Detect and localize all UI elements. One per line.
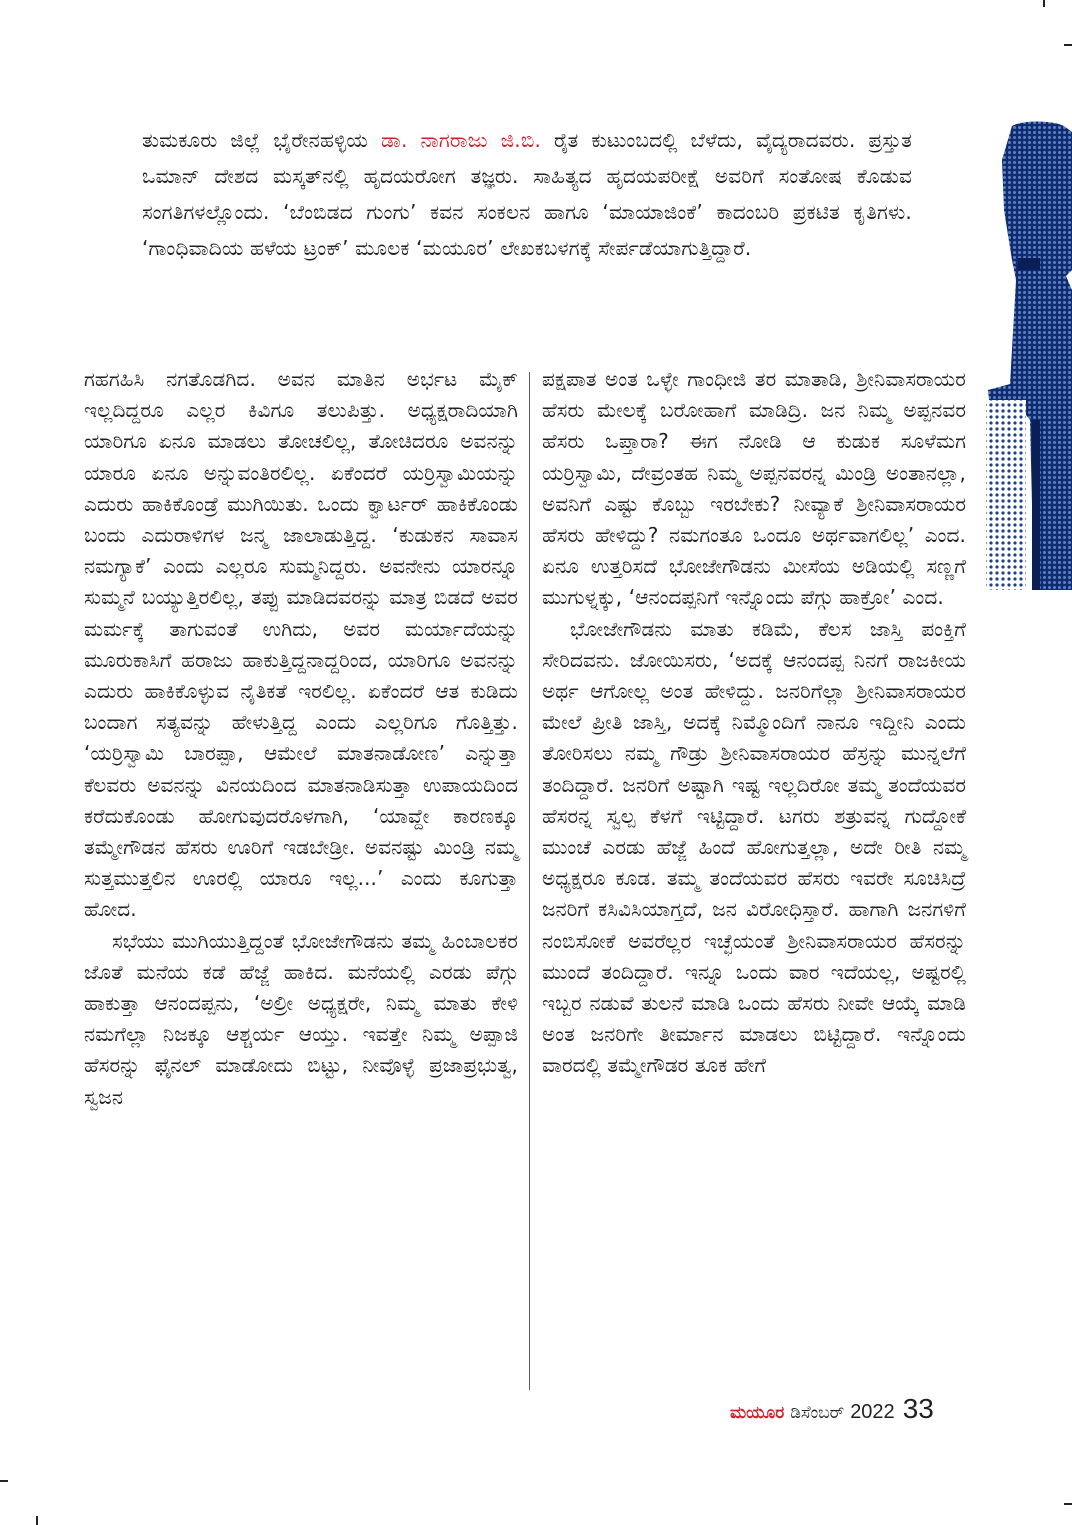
bio-lead: ತುಮಕೂರು ಜಿಲ್ಲೆ ಭೈರೇನಹಳ್ಳಿಯ (142, 128, 369, 152)
crop-mark-top-right (1043, 0, 1045, 7)
column-divider (529, 372, 530, 1390)
paragraph: ಸಭೆಯು ಮುಗಿಯುತ್ತಿದ್ದಂತೆ ಭೋಜೇಗೌಡನು ತಮ್ಮ ಹಿಂಬಾಲಕರ ಜೊತೆ ಮನೆಯ ಕಡೆ ಹೆಜ್ಜೆ ಹಾಕಿದ. ಮನೆಯಲ್ಲಿ ಎರಡು ಪೆಗ್ಗು ಹಾಕುತ್ತಾ ಆನಂದಪ್ಪನು, ‘ಅಲ್ರೀ ಅಧ್ಯಕ್ಷರೇ, ನಿಮ್ಮ ಮಾತು ಕೇಳಿ ನಮಗೆಲ್ಲಾ ನಿಜಕ್ಕೂ ಆಶ್ಚರ್ಯ ಆಯ್ತು. ಇವತ್ತೇ ನಿಮ್ಮ ಅಪ್ಪಾಜಿ ಹೆಸರನ್ನು ಫೈನಲ್ ಮಾಡೋದು ಬಿಟ್ಟು, ನೀವೊಳ್ಳೆ ಪ್ರಜಾಪ್ರಭುತ್ವ, ಸ್ವಜನ (84, 928, 518, 1109)
crop-mark-left-bottom (0, 1480, 8, 1482)
article-column-left (84, 364, 518, 1113)
author-name: ಡಾ. ನಾಗರಾಜು ಜಿ.ಬಿ. (380, 128, 542, 152)
author-bio (142, 122, 912, 266)
issue-year: 2022 (850, 1401, 895, 1423)
page-footer (730, 1393, 970, 1425)
crop-mark-right-bottom (1064, 1503, 1072, 1505)
page-number: 33 (902, 1393, 934, 1424)
crop-mark-bottom-left (36, 1516, 38, 1525)
article-column-right (542, 364, 966, 1082)
paragraph: ಗಹಗಹಿಸಿ ನಗತೊಡಗಿದ. ಅವನ ಮಾತಿನ ಅರ್ಭಟ ಮೈಕ್ ಇಲ್ಲದಿದ್ದರೂ ಎಲ್ಲರ ಕಿವಿಗೂ ತಲುಪಿತ್ತು. ಅಧ್ಯಕ್ಷರಾದಿಯಾಗಿ ಯಾರಿಗೂ ಏನೂ ಮಾಡಲು ತೋಚಲಿಲ್ಲ, ತೋಚಿದರೂ ಅವನನ್ನು ಯಾರೂ ಏನೂ ಅನ್ನುವಂತಿರಲಿಲ್ಲ. ಏಕೆಂದರೆ ಯರ್‍ರಿಸ್ವಾಮಿಯನ್ನು ಎದುರು ಹಾಕಿಕೊಂಡ್ರೆ ಮುಗಿಯಿತು. ಒಂದು ಕ್ವಾರ್ಟರ್ ಹಾಕಿಕೊಂಡು ಬಂದು ಎದುರಾಳಿಗಳ ಜನ್ಮ ಜಾಲಾಡುತ್ತಿದ್ದ. ‘ಕುಡುಕನ ಸಾವಾಸ ನಮಗ್ಯಾಕೆ’ ಎಂದು ಎಲ್ಲರೂ ಸುಮ್ಮನಿದ್ದರು. ಅವನೇನು ಯಾರನ್ನೂ ಸುಮ್ಮನೆ ಬಯ್ಯುತ್ತಿರಲಿಲ್ಲ, ತಪ್ಪು ಮಾಡಿದವರನ್ನು ಮಾತ್ರ ಬಿಡದೆ ಅವರ ಮರ್ಮಕ್ಕೆ ತಾಗುವಂತೆ ಉಗಿದು, ಅವರ ಮರ್ಯಾದೆಯನ್ನು ಮೂರುಕಾಸಿಗೆ ಹರಾಜು ಹಾಕುತ್ತಿದ್ದನಾದ್ದರಿಂದ, ಯಾರಿಗೂ ಅವನನ್ನು ಎದುರು ಹಾಕಿಕೊಳ್ಳುವ ನೈತಿಕತೆ ಇರಲಿಲ್ಲ. ಏಕೆಂದರೆ ಆತ ಕುಡಿದು ಬಂದಾಗ ಸತ್ಯವನ್ನು ಹೇಳುತ್ತಿದ್ದ ಎಂದು ಎಲ್ಲರಿಗೂ ಗೊತ್ತಿತ್ತು. ‘ಯರ್‍ರಿಸ್ವಾಮಿ ಬಾರಪ್ಪಾ, ಆಮೇಲೆ ಮಾತನಾಡೋಣ’ ಎನ್ನುತ್ತಾ ಕೆಲವರು ಅವನನ್ನು ವಿನಯದಿಂದ ಮಾತನಾಡಿಸುತ್ತಾ ಉಪಾಯದಿಂದ ಕರೆದುಕೊಂಡು ಹೋಗುವುದರೊಳಗಾಗಿ, ‘ಯಾವ್ದೇ ಕಾರಣಕ್ಕೂ ತಮ್ಮೇಗೌಡನ ಹೆಸರು ಊರಿಗೆ ಇಡಬೇಡ್ರೀ. ಅವನಷ್ಟು ಮಿಂಡ್ರಿ ನಮ್ಮ ಸುತ್ತಮುತ್ತಲಿನ ಊರಲ್ಲಿ ಯಾರೂ ಇಲ್ಲ...’ ಎಂದು ಕೂಗುತ್ತಾ ಹೋದ. (84, 367, 518, 922)
magazine-name: ಮಯೂರ (730, 1403, 785, 1422)
bio-text: ರೈತ ಕುಟುಂಬದಲ್ಲಿ ಬೆಳೆದು, ವೈದ್ಯರಾದವರು. ಪ್ರಸ್ತುತ ಒಮಾನ್ ದೇಶದ ಮಸ್ಕತ್‌ನಲ್ಲಿ ಹೃದಯರೋಗ ತಜ್ಞರು. ಸಾಹಿತ್ಯದ ಹೃದಯಪರೀಕ್ಷೆ ಅವರಿಗೆ ಸಂತೋಷ ಕೊಡುವ ಸಂಗತಿಗಳಲ್ಲೊಂದು. ‘ಬೆಂಬಿಡದ ಗುಂಗು’ ಕವನ ಸಂಕಲನ ಹಾಗೂ ‘ಮಾಯಾಜಿಂಕೆ’ ಕಾದಂಬರಿ ಪ್ರಕಟಿತ ಕೃತಿಗಳು. ‘ಗಾಂಧಿವಾದಿಯ ಹಳೆಯ ಟ್ರಂಕ್’ ಮೂಲಕ ‘ಮಯೂರ’ ಲೇಖಕಬಳಗಕ್ಕೆ ಸೇರ್ಪಡೆಯಾಗುತ್ತಿದ್ದಾರೆ. (142, 128, 913, 260)
crop-mark-right-top (1064, 44, 1072, 46)
paragraph: ಭೋಜೇಗೌಡನು ಮಾತು ಕಡಿಮೆ, ಕೆಲಸ ಜಾಸ್ತಿ ಪಂಕ್ತಿಗೆ ಸೇರಿದವನು. ಜೋಯಿಸರು, ‘ಅದಕ್ಕೆ ಆನಂದಪ್ಪ ನಿನಗೆ ರಾಜಕೀಯ ಅರ್ಥ ಆಗೋಲ್ಲ ಅಂತ ಹೇಳಿದ್ದು. ಜನರಿಗೆಲ್ಲಾ ಶ್ರೀನಿವಾಸರಾಯರ ಮೇಲೆ ಪ್ರೀತಿ ಜಾಸ್ತಿ, ಅದಕ್ಕೆ ನಿಮ್ಮೊಂದಿಗೆ ನಾನೂ ಇದ್ದೀನಿ ಎಂದು ತೋರಿಸಲು ನಮ್ಮ ಗೌಡ್ರು ಶ್ರೀನಿವಾಸರಾಯರ ಹೆಸ್ರನ್ನು ಮುನ್ನಲೆಗೆ ತಂದಿದ್ದಾರೆ. ಜನರಿಗೆ ಅಷ್ಟಾಗಿ ಇಷ್ಟ ಇಲ್ಲದಿರೋ ತಮ್ಮ ತಂದೆಯವರ ಹೆಸರನ್ನ ಸ್ವಲ್ಪ ಕೆಳಗೆ ಇಟ್ಟಿದ್ದಾರೆ. ಟಗರು ಶತ್ರುವನ್ನ ಗುದ್ದೋಕೆ ಮುಂಚೆ ಎರಡು ಹೆಜ್ಜೆ ಹಿಂದೆ ಹೋಗುತ್ತಲ್ಲಾ, ಅದೇ ರೀತಿ ನಮ್ಮ ಅಧ್ಯಕ್ಷರೂ ಕೂಡ. ತಮ್ಮ ತಂದೆಯವರ ಹೆಸರು ಇವರೇ ಸೂಚಿಸಿದ್ರೆ ಜನರಿಗೆ ಕಸಿವಿಸಿಯಾಗ್ತದೆ, ಜನ ವಿರೋಧಿಸ್ತಾರೆ. ಹಾಗಾಗಿ ಜನಗಳಿಗೆ ನಂಬಿಸೋಕೆ ಅವರೆಲ್ಲರ ಇಚ್ಛೆಯಂತೆ ಶ್ರೀನಿವಾಸರಾಯರ ಹೆಸರನ್ನು ಮುಂದೆ ತಂದಿದ್ದಾರೆ. ಇನ್ನೂ ಒಂದು ವಾರ ಇದೆಯಲ್ಲ, ಅಷ್ಟರಲ್ಲಿ ಇಬ್ಬರ ನಡುವೆ ತುಲನೆ ಮಾಡಿ ಒಂದು ಹೆಸರು ನೀವೇ ಆಯ್ಕೆ ಮಾಡಿ ಅಂತ ಜನರಿಗೇ ತೀರ್ಮಾನ ಮಾಡಲು ಬಿಟ್ಟಿದ್ದಾರೆ. ಇನ್ನೊಂದು ವಾರದಲ್ಲಿ ತಮ್ಮೇಗೌಡರ ತೂಕ ಹೇಗೆ (542, 616, 966, 1078)
halftone-figure-illustration (982, 120, 1072, 590)
paragraph: ಪಕ್ಷಪಾತ ಅಂತ ಒಳ್ಳೇ ಗಾಂಧೀಜಿ ತರ ಮಾತಾಡಿ, ಶ್ರೀನಿವಾಸರಾಯರ ಹೆಸರು ಮೇಲಕ್ಕೆ ಬರೋಹಾಗೆ ಮಾಡಿದ್ರಿ. ಜನ ನಿಮ್ಮ ಅಪ್ಪನವರ ಹೆಸರು ಒಪ್ತಾರಾ? ಈಗ ನೋಡಿ ಆ ಕುಡುಕ ಸೂಳೆಮಗ ಯರ್‍ರಿಸ್ವಾಮಿ, ದೇವ್ರಂತಹ ನಿಮ್ಮ ಅಪ್ಪನವರನ್ನ ಮಿಂಡ್ರಿ ಅಂತಾನಲ್ಲಾ, ಅವನಿಗೆ ಎಷ್ಟು ಕೊಬ್ಬು ಇರಬೇಕು? ನೀವ್ಯಾಕೆ ಶ್ರೀನಿವಾಸರಾಯರ ಹೆಸರು ಹೇಳಿದ್ದು? ನಮಗಂತೂ ಒಂದೂ ಅರ್ಥವಾಗಲಿಲ್ಲ’ ಎಂದ. ಏನೂ ಉತ್ತರಿಸದೆ ಭೋಜೇಗೌಡನು ಮೀಸೆಯ ಅಡಿಯಲ್ಲಿ ಸಣ್ಣಗೆ ಮುಗುಳ್ನಕ್ಕು, ‘ಆನಂದಪ್ಪನಿಗೆ ಇನ್ನೊಂದು ಪೆಗ್ಗು ಹಾಕ್ರೋ’ ಎಂದ. (542, 367, 966, 610)
issue-month: ಡಿಸೆಂಬರ್ (790, 1403, 845, 1422)
